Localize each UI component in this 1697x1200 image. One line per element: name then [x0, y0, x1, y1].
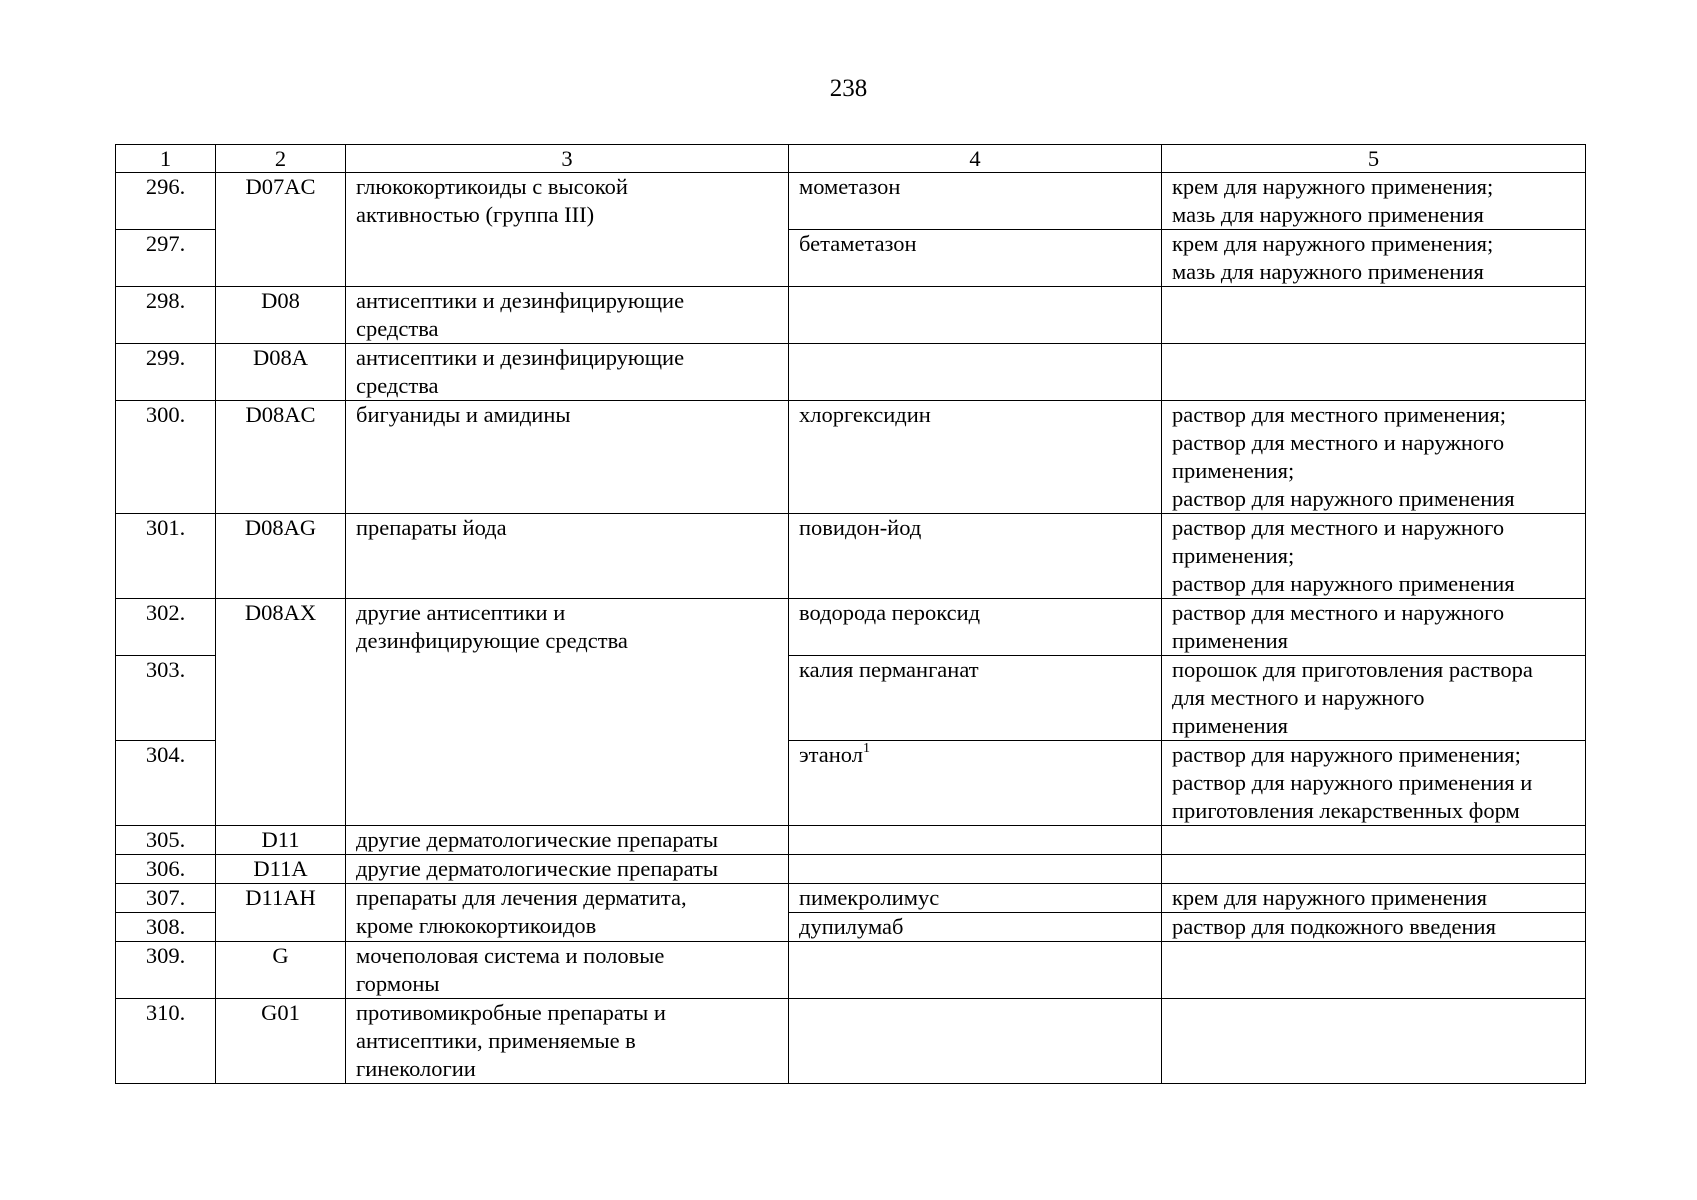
group-description: другие антисептики и дезинфицирующие средства	[346, 599, 789, 826]
group-description: другие дерматологические препараты	[346, 855, 789, 884]
group-description: антисептики и дезинфицирующие средства	[346, 287, 789, 344]
dosage-form: порошок для приготовления раствора для местного и наружного применения	[1162, 656, 1586, 741]
drug-name: повидон-йод	[789, 514, 1162, 599]
row-number: 306.	[116, 855, 216, 884]
drug-name: хлоргексидин	[789, 401, 1162, 514]
dosage-form	[1162, 999, 1586, 1084]
atc-code: D08AX	[216, 599, 346, 826]
row-number: 308.	[116, 913, 216, 942]
atc-code: D08	[216, 287, 346, 344]
group-description: антисептики и дезинфицирующие средства	[346, 344, 789, 401]
atc-code: D08A	[216, 344, 346, 401]
row-number: 296.	[116, 173, 216, 230]
dosage-form: раствор для местного применения; раствор для местного и наружного применения; раствор для наружного применения	[1162, 401, 1586, 514]
drug-name: этанол$^1$	[789, 741, 1162, 826]
drug-name: дупилумаб	[789, 913, 1162, 942]
dosage-form	[1162, 287, 1586, 344]
group-description: препараты йода	[346, 514, 789, 599]
row-number: 310.	[116, 999, 216, 1084]
group-description: глюкокортикоиды с высокой активностью (группа III)	[346, 173, 789, 287]
row-number: 303.	[116, 656, 216, 741]
dosage-form: крем для наружного применения; мазь для наружного применения	[1162, 173, 1586, 230]
row-number: 309.	[116, 942, 216, 999]
group-description: бигуаниды и амидины	[346, 401, 789, 514]
atc-code: D08AC	[216, 401, 346, 514]
atc-code: G	[216, 942, 346, 999]
drug-name	[789, 826, 1162, 855]
row-number: 307.	[116, 884, 216, 913]
table-row	[116, 401, 1586, 514]
drug-name: калия перманганат	[789, 656, 1162, 741]
column-header: 1	[116, 145, 216, 173]
row-number: 304.	[116, 741, 216, 826]
drug-name: бетаметазон	[789, 230, 1162, 287]
row-number: 299.	[116, 344, 216, 401]
drug-name	[789, 999, 1162, 1084]
table-row	[116, 173, 1586, 230]
row-number: 297.	[116, 230, 216, 287]
dosage-form: крем для наружного применения; мазь для наружного применения	[1162, 230, 1586, 287]
table-row	[116, 999, 1586, 1084]
footnote-marker: 1	[862, 740, 870, 756]
table-row	[116, 826, 1586, 855]
dosage-form	[1162, 942, 1586, 999]
page-number: 238	[829, 75, 868, 102]
table-row	[116, 855, 1586, 884]
row-number: 298.	[116, 287, 216, 344]
atc-code: D11AH	[216, 884, 346, 942]
drug-name	[789, 344, 1162, 401]
row-number: 300.	[116, 401, 216, 514]
row-number: 302.	[116, 599, 216, 656]
table-row	[116, 344, 1586, 401]
column-header: 3	[346, 145, 789, 173]
dosage-form: раствор для местного и наружного применения; раствор для наружного применения	[1162, 514, 1586, 599]
table-row	[116, 599, 1586, 656]
dosage-form	[1162, 855, 1586, 884]
table-row	[116, 942, 1586, 999]
table-row	[116, 514, 1586, 599]
group-description: препараты для лечения дерматита, кроме глюкокортикоидов	[346, 884, 789, 942]
drug-name: пимекролимус	[789, 884, 1162, 913]
table-header-row	[116, 145, 1586, 173]
drug-name: мометазон	[789, 173, 1162, 230]
atc-code: D08AG	[216, 514, 346, 599]
dosage-form: раствор для местного и наружного применения	[1162, 599, 1586, 656]
group-description: другие дерматологические препараты	[346, 826, 789, 855]
dosage-form: крем для наружного применения	[1162, 884, 1586, 913]
drug-name	[789, 287, 1162, 344]
dosage-form	[1162, 826, 1586, 855]
column-header: 4	[789, 145, 1162, 173]
drug-name	[789, 855, 1162, 884]
table-row	[116, 287, 1586, 344]
dosage-form: раствор для подкожного введения	[1162, 913, 1586, 942]
drug-name	[789, 942, 1162, 999]
row-number: 301.	[116, 514, 216, 599]
drug-table	[115, 144, 1586, 1084]
atc-code: D11	[216, 826, 346, 855]
atc-code: D11A	[216, 855, 346, 884]
dosage-form	[1162, 344, 1586, 401]
row-number: 305.	[116, 826, 216, 855]
drug-name: водорода пероксид	[789, 599, 1162, 656]
column-header: 5	[1162, 145, 1586, 173]
table-row	[116, 884, 1586, 913]
atc-code: D07AC	[216, 173, 346, 287]
dosage-form: раствор для наружного применения; раствор для наружного применения и приготовления лекарственных форм	[1162, 741, 1586, 826]
group-description: мочеполовая система и половые гормоны	[346, 942, 789, 999]
group-description: противомикробные препараты и антисептики, применяемые в гинекологии	[346, 999, 789, 1084]
column-header: 2	[216, 145, 346, 173]
atc-code: G01	[216, 999, 346, 1084]
